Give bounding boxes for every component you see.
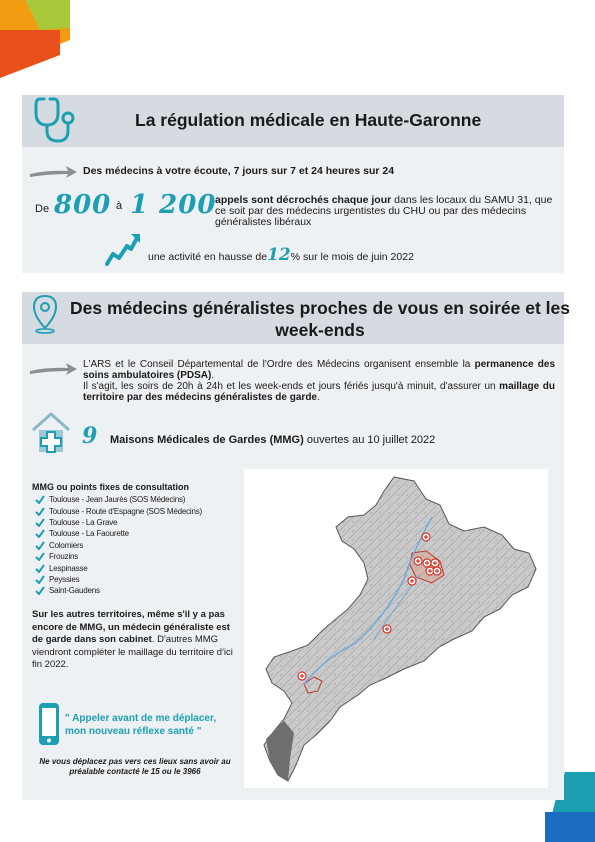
site-name: Toulouse - La Faourette: [49, 529, 129, 539]
site-name: Toulouse - Route d'Espagne (SOS Médecins): [49, 506, 202, 516]
section2-title: Des médecins généralistes proches de vous en soirée et les week-ends: [70, 298, 570, 340]
calls-description: [215, 195, 565, 228]
calls-rest: dans les locaux du SAMU 31, que ce soit par des médecins urgentistes du CHU ou par des médecins généralistes libéraux: [215, 194, 553, 228]
warning-note: Ne vous déplacez pas vers ces lieux sans avoir au préalable contacté le 15 ou le 3966: [39, 757, 231, 776]
calls-max-number: 1 200: [130, 190, 217, 220]
sites-list: [35, 494, 202, 597]
check-icon: [35, 518, 45, 527]
other-territories-text: [32, 609, 237, 672]
check-icon: [35, 564, 45, 573]
pdsa-text-4: .: [316, 392, 320, 403]
medical-house-icon: [30, 410, 72, 454]
site-name: Lespinasse: [49, 563, 88, 573]
check-icon: [35, 541, 45, 550]
arrow-icon: [28, 165, 78, 179]
list-item: [35, 551, 202, 562]
other-bold: Sur les autres territoires, même s'il y a pas encore de MMG, un médecin généraliste est de garde dans son cabinet: [32, 609, 230, 646]
mmg-count: 9: [82, 423, 99, 449]
pdsa-bold-2: maillage du territoire par des médecins généralistes de garde: [83, 381, 556, 403]
pdsa-bold-1: permanence des soins ambulatoires (PDSA): [83, 359, 556, 381]
trend-up-icon: [105, 232, 141, 266]
increase-line: [148, 245, 414, 265]
list-item: [35, 494, 202, 505]
list-item: [35, 562, 202, 573]
calls-from-label: De: [35, 203, 50, 215]
location-pin-icon: [30, 294, 60, 334]
check-icon: [35, 552, 45, 561]
list-item: [35, 528, 202, 539]
calls-bold: appels sont décrochés chaque jour: [215, 194, 392, 206]
calls-min-number: 800: [54, 190, 112, 220]
increase-suffix: % sur le mois de juin 2022: [290, 251, 414, 263]
site-name: Toulouse - La Grave: [49, 517, 118, 527]
site-name: Saint-Gaudens: [49, 586, 100, 596]
list-item: [35, 574, 202, 585]
pdsa-paragraph: [83, 359, 555, 403]
site-name: Toulouse - Jean Jaurès (SOS Médecins): [49, 495, 186, 505]
arrow-icon: [28, 362, 78, 376]
check-icon: [35, 586, 45, 595]
phone-icon: [38, 702, 60, 746]
site-name: Frouzins: [49, 552, 79, 562]
mmg-line: [110, 434, 435, 446]
availability-text: Des médecins à votre écoute, 7 jours sur 7 et 24 heures sur 24: [83, 165, 395, 177]
check-icon: [35, 529, 45, 538]
section1-title: La régulation médicale en Haute-Garonne: [135, 110, 482, 130]
check-icon: [35, 495, 45, 504]
mmg-rest: ouvertes au 10 juillet 2022: [303, 434, 436, 446]
increase-value: 12: [267, 245, 291, 265]
pdsa-text-3: Il s'agit, les soirs de 20h à 24h et les week-ends et jours fériés jusqu'à minuit, d'assurer un: [83, 381, 500, 392]
list-item: [35, 540, 202, 551]
site-name: Peyssies: [49, 574, 80, 584]
mmg-bold: Maisons Médicales de Gardes (MMG): [110, 434, 304, 446]
corner-decoration-top: [0, 0, 70, 80]
slogan: " Appeler avant de me déplacer, mon nouveau réflexe santé ": [65, 713, 217, 737]
map-graphic: [244, 469, 548, 788]
list-item: [35, 585, 202, 596]
site-name: Colomiers: [49, 540, 84, 550]
pdsa-text-2: .: [211, 370, 215, 381]
sites-list-title: MMG ou points fixes de consultation: [32, 482, 190, 492]
check-icon: [35, 575, 45, 584]
check-icon: [35, 507, 45, 516]
pdsa-text-1: L'ARS et le Conseil Départemental de l'Ordre des Médecins organisent ensemble la: [83, 359, 475, 370]
haute-garonne-map: [244, 469, 548, 788]
stethoscope-icon: [30, 93, 80, 145]
list-item: [35, 517, 202, 528]
calls-to-label: à: [116, 200, 123, 212]
increase-prefix: une activité en hausse de: [148, 251, 268, 263]
list-item: [35, 505, 202, 516]
other-rest: . D'autres MMG viendront compléter le maillage du territoire d'ici fin 2022.: [32, 634, 233, 671]
